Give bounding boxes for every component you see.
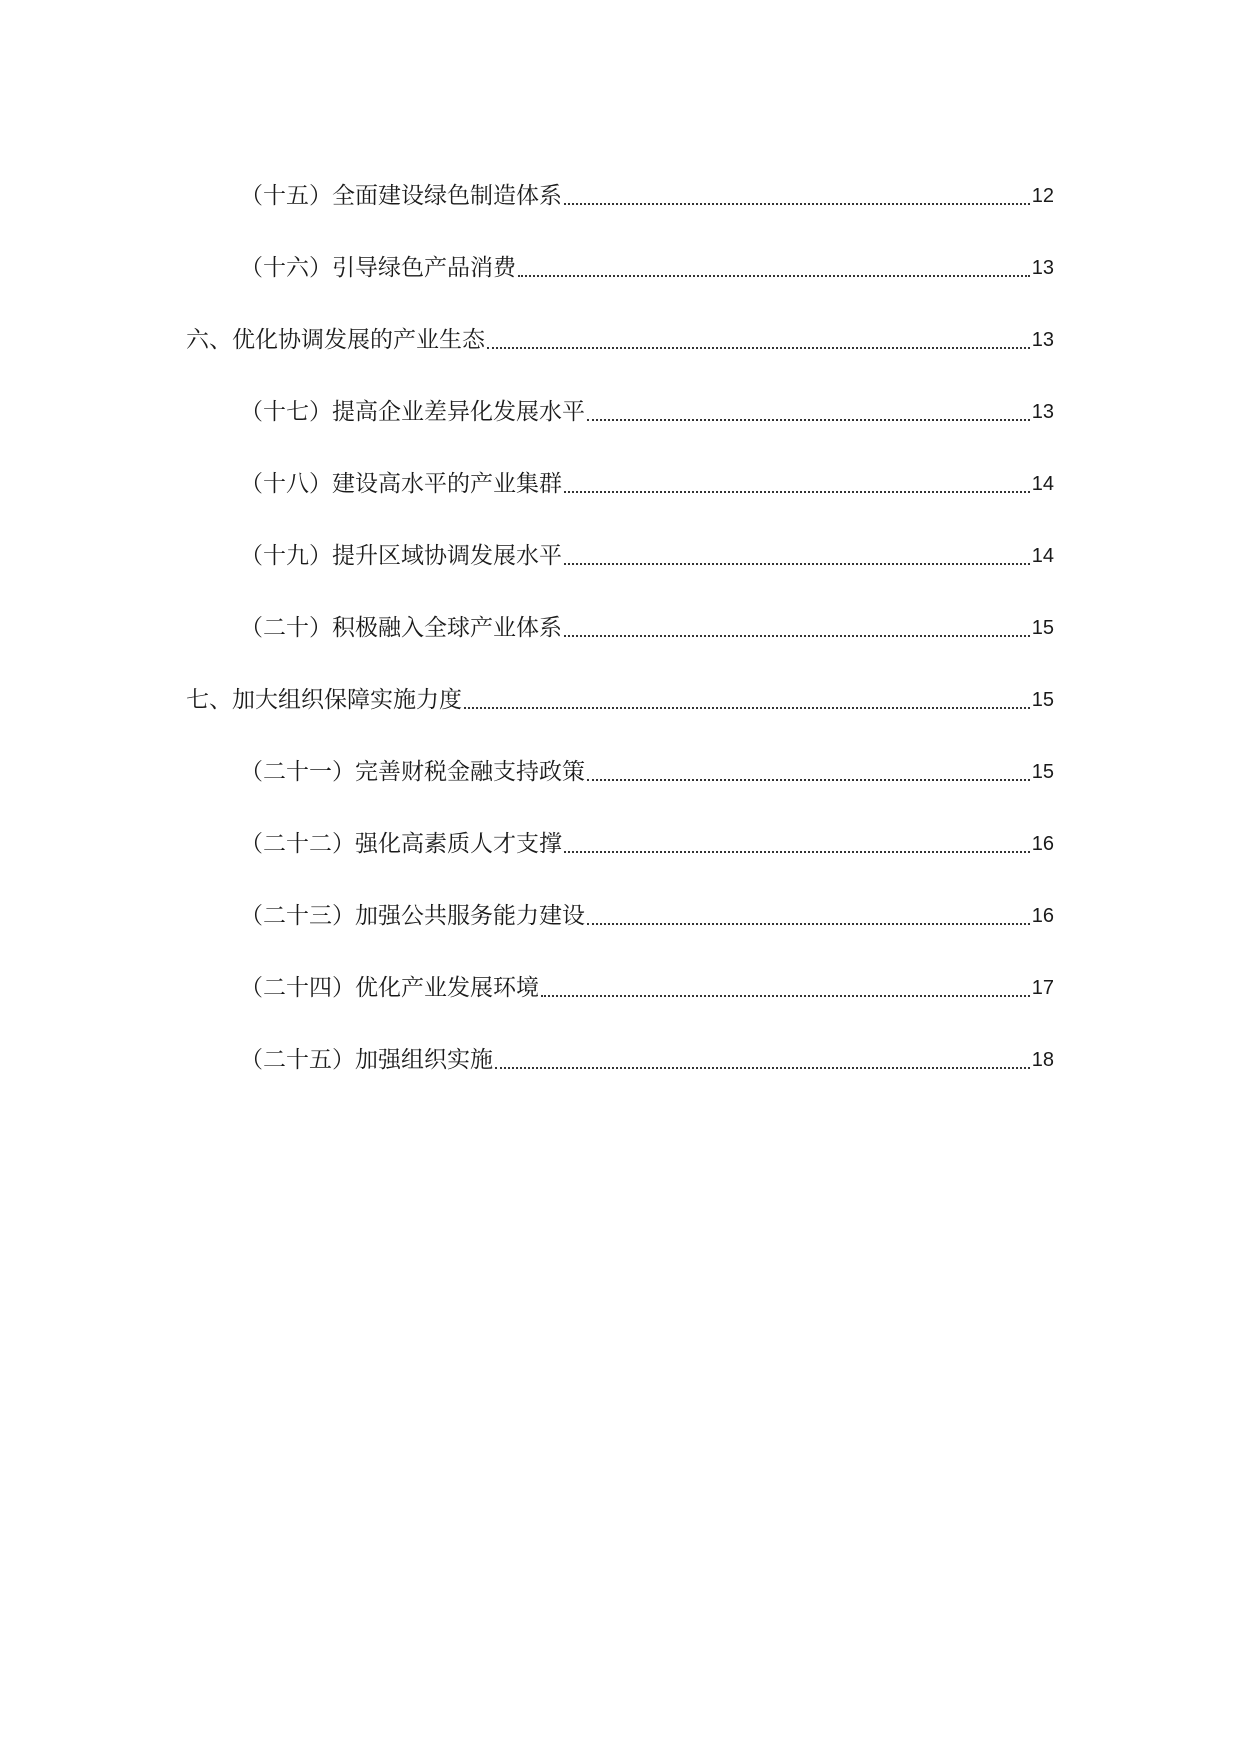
dot-leader (564, 851, 1030, 853)
toc-page-number: 18 (1031, 1049, 1054, 1071)
toc-page-number: 15 (1031, 761, 1054, 783)
dot-leader (564, 563, 1030, 565)
toc-entry-18[interactable] (186, 450, 1054, 522)
toc-section-7[interactable] (186, 666, 1054, 738)
toc-entry-20[interactable] (186, 594, 1054, 666)
table-of-contents (186, 162, 1054, 1098)
toc-page-number: 15 (1031, 689, 1054, 711)
toc-entry-17[interactable] (186, 378, 1054, 450)
toc-entry-title: （十七）提高企业差异化发展水平 (240, 399, 585, 425)
toc-entry-22[interactable] (186, 810, 1054, 882)
dot-leader (564, 635, 1030, 637)
toc-page-number: 13 (1031, 257, 1054, 279)
toc-entry-15[interactable] (186, 162, 1054, 234)
toc-entry-title: 六、优化协调发展的产业生态 (186, 327, 485, 353)
toc-entry-24[interactable] (186, 954, 1054, 1026)
toc-page-number: 14 (1031, 545, 1054, 567)
toc-entry-title: （二十一）完善财税金融支持政策 (240, 759, 585, 785)
dot-leader (587, 923, 1030, 925)
toc-entry-23[interactable] (186, 882, 1054, 954)
toc-section-6[interactable] (186, 306, 1054, 378)
dot-leader (564, 491, 1030, 493)
dot-leader (564, 203, 1030, 205)
toc-entry-title: （十八）建设高水平的产业集群 (240, 471, 562, 497)
toc-entry-19[interactable] (186, 522, 1054, 594)
toc-entry-title: （二十三）加强公共服务能力建设 (240, 903, 585, 929)
toc-entry-title: （二十二）强化高素质人才支撑 (240, 831, 562, 857)
toc-entry-title: （十九）提升区域协调发展水平 (240, 543, 562, 569)
toc-entry-title: （十六）引导绿色产品消费 (240, 255, 516, 281)
dot-leader (495, 1067, 1030, 1069)
dot-leader (587, 419, 1030, 421)
toc-page-number: 13 (1031, 329, 1054, 351)
dot-leader (487, 347, 1030, 349)
dot-leader (464, 707, 1030, 709)
toc-page-number: 13 (1031, 401, 1054, 423)
toc-page-number: 15 (1031, 617, 1054, 639)
dot-leader (518, 275, 1030, 277)
toc-entry-title: （十五）全面建设绿色制造体系 (240, 183, 562, 209)
dot-leader (541, 995, 1030, 997)
toc-entry-21[interactable] (186, 738, 1054, 810)
toc-page-number: 16 (1031, 905, 1054, 927)
toc-entry-25[interactable] (186, 1026, 1054, 1098)
toc-entry-16[interactable] (186, 234, 1054, 306)
toc-page-number: 12 (1031, 185, 1054, 207)
toc-entry-title: 七、加大组织保障实施力度 (186, 687, 462, 713)
toc-page-number: 16 (1031, 833, 1054, 855)
toc-entry-title: （二十四）优化产业发展环境 (240, 975, 539, 1001)
toc-entry-title: （二十）积极融入全球产业体系 (240, 615, 562, 641)
toc-page-number: 17 (1031, 977, 1054, 999)
toc-page-number: 14 (1031, 473, 1054, 495)
dot-leader (587, 779, 1030, 781)
toc-entry-title: （二十五）加强组织实施 (240, 1047, 493, 1073)
